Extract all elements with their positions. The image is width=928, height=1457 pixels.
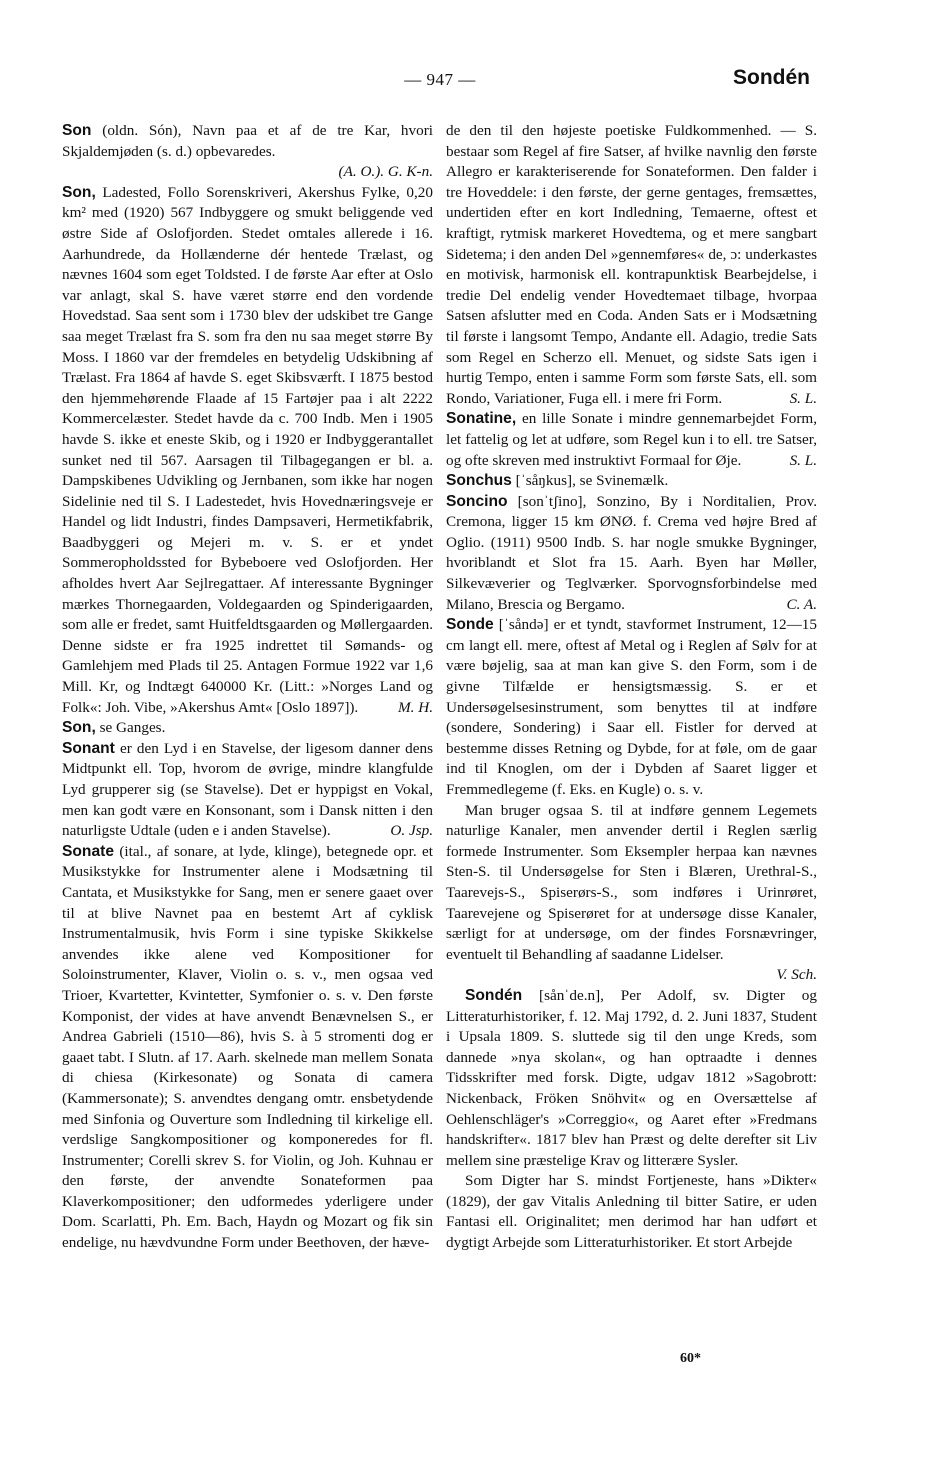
author-signature: (A. O.). G. K-n. [338, 163, 433, 181]
author-signature: M. H. [397, 698, 433, 716]
headword: Soncino [446, 492, 508, 510]
headword: Sonant [62, 739, 115, 757]
entry-text: (oldn. Són), Navn paa et af de tre Kar, hvori Skjaldemjøden (s. d.) opbevaredes. [62, 122, 433, 160]
entry-sonatine [446, 409, 817, 471]
headword: Sondén [465, 986, 523, 1004]
author-signature: C. A. [786, 595, 817, 613]
entry-sonant [62, 739, 433, 842]
author-signature: S. L. [789, 451, 817, 469]
entry-sonde [446, 615, 817, 986]
headword: Son [62, 122, 92, 139]
entry-text: Ladested, Follo Sorenskriveri, Akershus Fylke, 0,20 km² med (1920) 567 Indbyggere og smukt beliggende ved østre Side af Oslofjorden. Stedet omtales allerede i 16. Aarhundrede, da Hollænderne dér hentede Trælast, og nævnes 1604 som eget Toldsted. I de første Aar efter at Oslo var anlagt, skal S. have været større end den vordende Hovedstad. Saa sent som i 1730 blev der udskibet tre Gange saa meget Trælast fra S. som fra den nu saa meget større By Moss. I 1860 var der fremdeles en betydelig Udskibning af Trælast. Fra 1864 af havde S. eget Skibsværft. I 1875 bestod den hjemmehørende Flaade af 15 Fartøjer paa i alt 2222 Kommercelæster. Stedet havde da c. 700 Indb. Men i 1905 havde S. ikke et eneste Skib, og i 1920 er Indbyggerantallet sunket ned til 567. Aarsagen til Tilbagegangen er bl. a. Dampskibenes Udvikling og Jernbanen, som ikke har nogen Sidelinie ned til S. I Ladestedet, hvis Hovednæringsveje er Handel og lidt Industri, findes Dampsaveri, Hermetikfabrik, Baadbyggeri og Mejeri m. v. S. er et yndet Sommeropholdssted for Bybeboere ved Oslofjorden. Her afholdes hvert Aar Sejlregattaer. Af interessante Bygninger mærkes Thornegaarden, Voldegaarden og Spinderigaarden, som alle er fredet, samt Huitfeldtsgaarden og Møllergaarden. Denne sidste er fra 1925 indrettet til Sømands- og Gamlehjem med Plads til 25. Antagen Formue 1922 var 1,6 Mill. Kr, og Indtægt 640000 Kr. (Litt.: »Norges Land og Folk«: Joh. Vibe, »Akershus Amt« [Oslo 1897]). [62, 183, 433, 716]
entry-soncino [446, 492, 817, 616]
left-column [62, 121, 433, 1254]
entry-text: [sonˈtʃino], Sonzino, By i Norditalien, Prov. Cremona, ligger 15 km ØNØ. f. Crema ved højre Bred af Oglio. (1911) 9500 Indb. S. har nogle smukke Bygninger, hvoriblandt et Slot fra 15. Aarh. Byen har Møller, Silkevæverier og Teglværker. Sporvognsforbindelse med Milano, Brescia og Bergamo. [446, 492, 817, 613]
entry-text: en lille Sonate i mindre gennemarbejdet Form, let fattelig og let at udføre, som Regel kun i to ell. tre Satser, og ofte skreven med instruktivt Formaal for Øje. [446, 410, 817, 469]
entry-text: se Ganges. [95, 719, 166, 737]
entry-sonate [62, 842, 433, 1254]
entry-son-myth [62, 121, 433, 183]
headword: Sonde [446, 616, 494, 634]
entry-paragraph: Som Digter har S. mindst Fortjeneste, hans »Dikter« (1829), der gav Vitalis Anledning til bitter Satire, er uden Fantasi ell. Originalitet; men derimod har han udført et dygtigt Arbejde som Litteraturhistoriker. Et stort Arbejde [446, 1172, 817, 1252]
right-column [446, 121, 817, 1254]
page-number: — 947 — [404, 70, 476, 89]
entry-text: [ˈsåndə] er et tyndt, stavformet Instrument, 12—15 cm langt ell. mere, oftest af Metal og i Reglen af Sølv for at være bøjelig, saa at man kan give S. den Form, som i de givne Tilfælde er hensigtsmæssig. S. er et Undersøgelsesinstrument, som benyttes til at indføre (sondere, Sondering) i Saar ell. Fistler for derved at bestemme disses Retning og Dybde, for at føle, om de gaar ind til Knoglen, om der i Dybden af Saaret ligger et Fremmedlegeme (f. Eks. en Kugle) o. s. v. [446, 616, 817, 798]
headword: Son, [62, 183, 96, 201]
entry-sonate-continued [446, 121, 817, 409]
entry-text: [sånˈde.n], Per Adolf, sv. Digter og Litteraturhistoriker, f. 12. Maj 1792, d. 2. Juni 1837, Student i Upsala 1809. S. sluttede sig til den unge Kreds, som dannede »nya skolan«, og han optraadte i dennes Tidsskrifter med forsk. Digte, udgav 1812 »Sagobrott: Nickenback, Fröken Snöhvit« og en Oversættelse af Oehlenschläger's »Correggio«, og Aaret efter »Fredmans handskrifter«. 1817 blev han Præst og delte derefter sit Liv mellem sine præstelige Krav og litterære Sysler. [446, 986, 817, 1169]
entry-son-town [62, 183, 433, 718]
entry-sonden [446, 986, 817, 1254]
entry-text: (ital., af sonare, at lyde, klinge), betegnede opr. et Musikstykke for Instrumenter alene i Modsætning til Cantata, et Musikstykke for Sang, men er senere gaaet over til at blive Navnet paa en bestemt Art af cyklisk Instrumentalmusik, hvis Form i sine typiske Skikkelse anvendes ikke alene ved Kompositioner for Soloinstrumenter, Klaver, Violin o. s. v., men ogsaa ved Trioer, Kvartetter, Kvintetter, Symfonier o. s. v. Den første Komponist, der vides at have anvendt Benævnelsen S., er Andrea Gabrieli (1510—86), hvis S. à 5 stromenti dog er gaaet tabt. I Slutn. af 17. Aarh. skelnede man mellem Sonata di chiesa (Kirkesonate) og Sonata di camera (Kammersonate); S. anvendtes dengang omtr. ensbetydende med Sinfonia og Ouverture som Indledning til kirkelige ell. verdslige Sangkompositioner og komponeredes for fl. Instrumenter; Corelli skrev S. for Violin, og Joh. Kuhnau er den første, der anvendte Sonateformen paa Klaverkompositioner; den udformedes yderligere under Dom. Scarlatti, Ph. Em. Bach, Haydn og Mozart og fik sin endelige, nu hævdvundne Form under Beethoven, der hæve- [62, 842, 433, 1252]
entry-text: de den til den højeste poetiske Fuldkommenhed. — S. bestaar som Regel af fire Satser, af hvilke navnlig den første Allegro er karakteriserende for Sonateformen. Den falder i tre Hoveddele: i den første, der gerne gentages, fremsættes, undertiden efter en kort Indledning, Temaerne, oftest et kraftigt, rytmisk markeret Hovedtema, og et mere sangbart Sidetema; i den anden Del »gennemføres« de, ɔ: underkastes en motivisk, harmonisk ell. kontrapunktisk Bearbejdelse, i tredie Del endelig vender Hovedtemaet tilbage, hvorpaa Satsen afslutter med en Coda. Anden Sats er i Modsætning til første i langsomt Tempo, Andante ell. Adagio, tredie Sats som Regel en Scherzo ell. Menuet, og sidste Sats igen i hurtig Tempo, enten i samme Form som første Sats, ell. som Rondo, Variationer, Fuga ell. i mere fri Form. [446, 122, 817, 407]
entry-son-ganges [62, 718, 433, 739]
author-signature: O. Jsp. [390, 822, 433, 840]
running-head: Sondén [733, 66, 810, 89]
headword: Sonatine, [446, 410, 517, 428]
headword: Son, [62, 719, 96, 737]
signature-mark: 60* [680, 1351, 701, 1366]
headword: Sonchus [446, 472, 512, 490]
entry-text: [ˈsåŋkus], se Svinemælk. [511, 472, 669, 490]
entry-paragraph: Man bruger ogsaa S. til at indføre gennem Legemets naturlige Kanaler, men anvender dertil i Reglen særlig formede Instrumenter. Som Eksempler herpaa kan nævnes Sten-S. til Undersøgelse for Sten i Blæren, Urethral-S., Taarevejs-S., Spiserørs-S., som indføres i Urinrøret, Taarevejene og Spiserøret for at undersøge disse Kanaler, særligt for at undersøge, om der findes Forsnævringer, eventuelt til Behandling af saadanne Lidelser. [446, 801, 817, 963]
author-signature: V. Sch. [776, 966, 817, 984]
entry-text: er den Lyd i en Stavelse, der ligesom danner dens Midtpunkt ell. Top, hvorom de øvrige, mindre klangfulde Lyd grupperer sig (se Stavelse). Det er hyppigst en Vokal, men kan godt være en Konsonant, som i Dansk nitten i den naturligste Udtale (uden e i anden Stavelse). [62, 739, 433, 840]
author-signature: S. L. [789, 389, 817, 407]
headword: Sonate [62, 842, 114, 860]
entry-sonchus [446, 471, 817, 492]
